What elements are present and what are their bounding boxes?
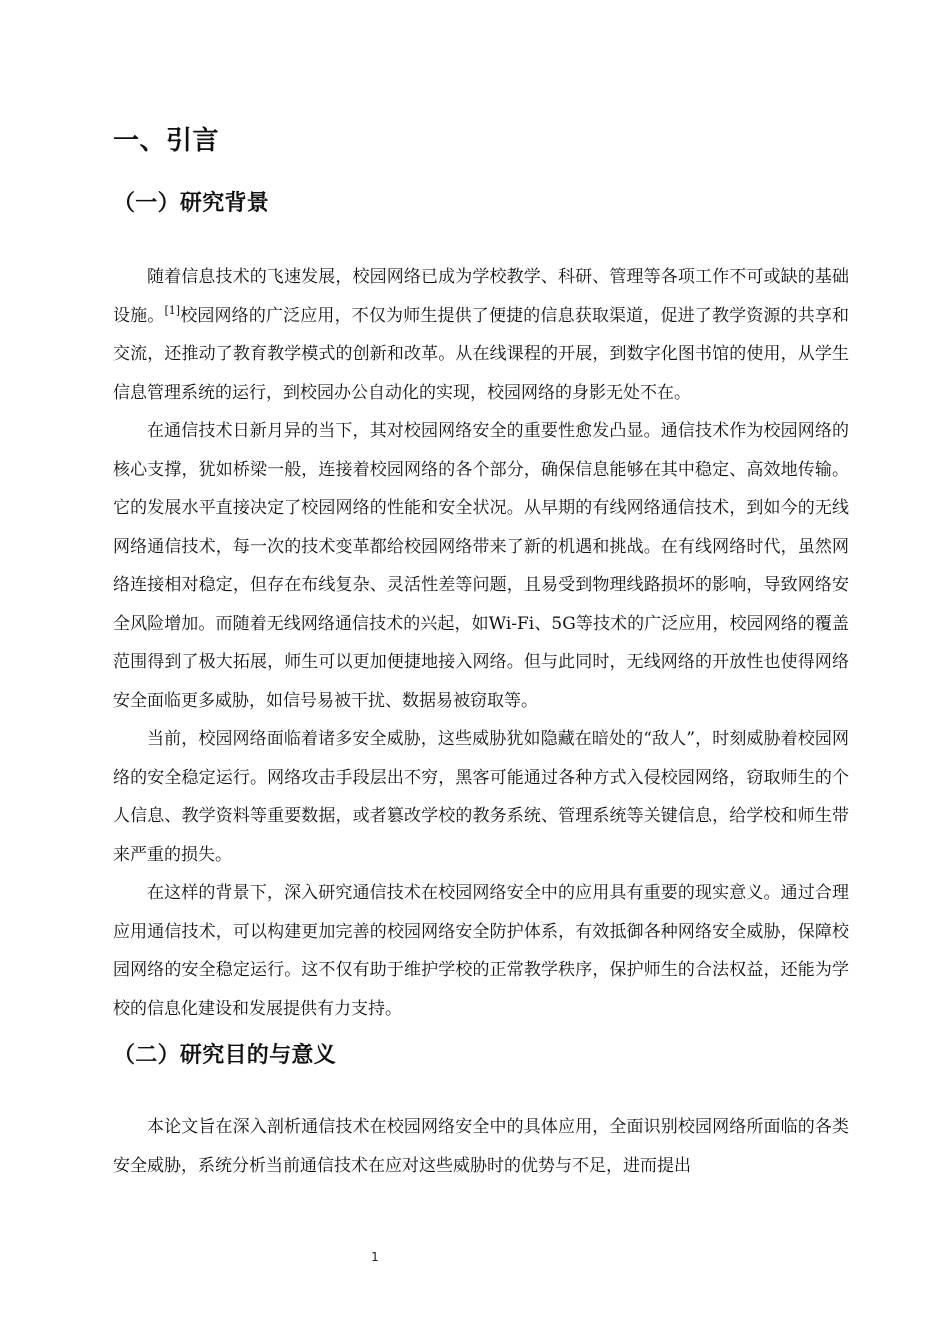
section-heading-background: （一）研究背景 bbox=[113, 191, 270, 216]
paragraph-text: 校园网络的广泛应用，不仅为师生提供了便捷的信息获取渠道，促进了教学资源的共享和交流，还推动了教育教学模式的创新和改革。从在线课程的开展，到数字化图书馆的使用，从学生信息管理系统的运行，到校园办公自动化的实现，校园网络的身影无处不在。 bbox=[113, 305, 850, 403]
background-paragraphs bbox=[113, 258, 849, 1028]
paragraph-background-2: 在通信技术日新月异的当下，其对校园网络安全的重要性愈发凸显。通信技术作为校园网络的核心支撑，犹如桥梁一般，连接着校园网络的各个部分，确保信息能够在其中稳定、高效地传输。它的发展水平直接决定了校园网络的性能和安全状况。从早期的有线网络通信技术，到如今的无线网络通信技术，每一次的技术变革都给校园网络带来了新的机遇和挑战。在有线网络时代，虽然网络连接相对稳定，但存在布线复杂、灵活性差等问题，且易受到物理线路损坏的影响，导致网络安全风险增加。而随着无线网络通信技术的兴起，如Wi-Fi、5G等技术的广泛应用，校园网络的覆盖范围得到了极大拓展，师生可以更加便捷地接入网络。但与此同时，无线网络的开放性也使得网络安全面临更多威胁，如信号易被干扰、数据易被窃取等。 bbox=[113, 421, 849, 711]
paragraph-text: 随着信息技术的飞速发展，校园网络已成为学校教学、科研、管理等各项工作不可或缺的基础设施。 bbox=[113, 267, 849, 326]
section-heading-purpose: （二）研究目的与意义 bbox=[113, 1043, 337, 1068]
citation-reference: [1] bbox=[164, 303, 181, 317]
purpose-paragraphs bbox=[113, 1108, 849, 1185]
paragraph-background-3: 当前，校园网络面临着诸多安全威胁，这些威胁犹如隐藏在暗处的“敌人”，时刻威胁着校园网络的安全稳定运行。网络攻击手段层出不穷，黑客可能通过各种方式入侵校园网络，窃取师生的个人信息、教学资料等重要数据，或者篡改学校的教务系统、管理系统等关键信息，给学校和师生带来严重的损失。 bbox=[113, 729, 849, 865]
chapter-heading: 一、引言 bbox=[113, 126, 220, 156]
document-body bbox=[113, 118, 849, 1185]
paragraph-background-1 bbox=[113, 258, 849, 412]
paragraph-purpose-1: 本论文旨在深入剖析通信技术在校园网络安全中的具体应用，全面识别校园网络所面临的各类安全威胁，系统分析当前通信技术在应对这些威胁时的优势与不足，进而提出 bbox=[113, 1117, 849, 1176]
paragraph-background-4: 在这样的背景下，深入研究通信技术在校园网络安全中的应用具有重要的现实意义。通过合理应用通信技术，可以构建更加完善的校园网络安全防护体系，有效抵御各种网络安全威胁，保障校园网络的安全稳定运行。这不仅有助于维护学校的正常教学秩序，保护师生的合法权益，还能为学校的信息化建设和发展提供有力支持。 bbox=[113, 883, 849, 1019]
page-number: 1 bbox=[371, 1250, 379, 1264]
